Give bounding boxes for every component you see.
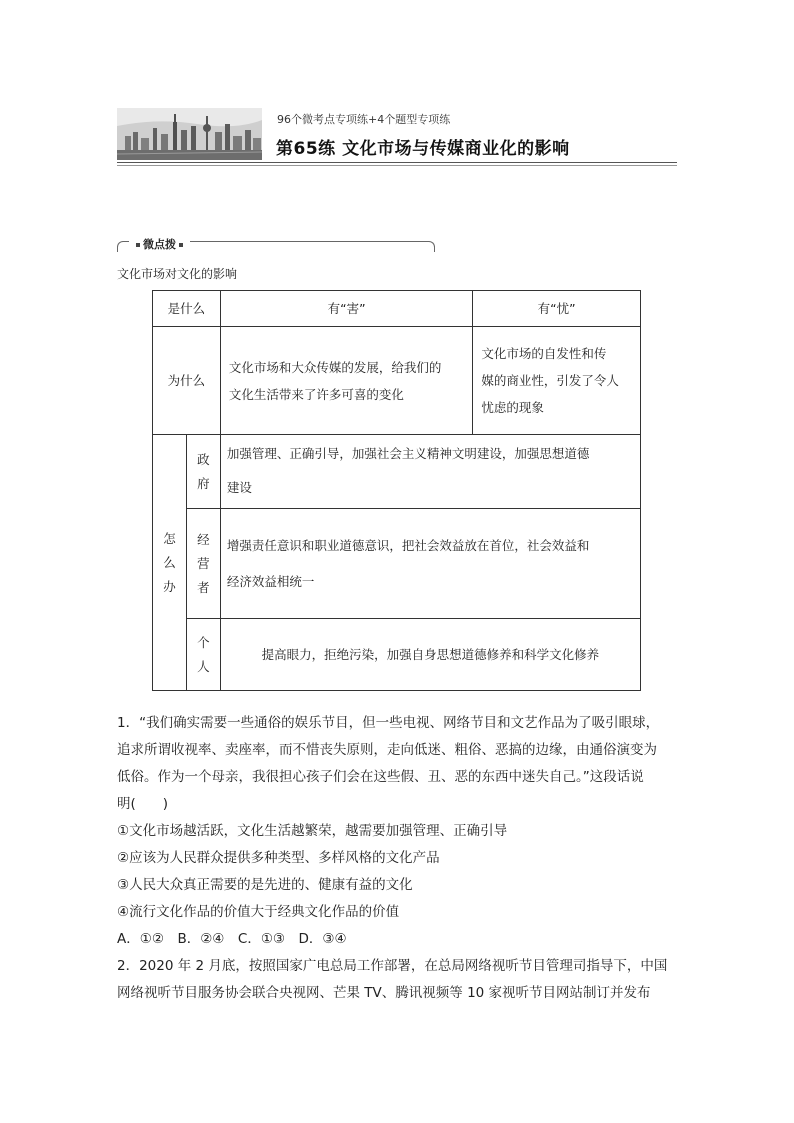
section-title: 文化市场对文化的影响 (117, 267, 238, 281)
ind-char: 人 (197, 658, 210, 674)
questions-area (117, 710, 677, 1007)
header-divider-thin (117, 165, 677, 166)
header-divider (117, 162, 677, 163)
question2-line: 网络视听节目服务协会联合央视网、芒果 TV、腾讯视频等 10 家视听节目网站制订并发布 (117, 985, 651, 1001)
operators-text-cell (220, 509, 640, 619)
row-label-operators (186, 509, 220, 619)
question1-line: 1．“我们确实需要一些通俗的娱乐节目，但一些电视、网络节目和文艺作品为了吸引眼球， (117, 715, 660, 731)
row-label-government (186, 435, 220, 509)
table-row-government (153, 435, 641, 509)
header-city-image (117, 108, 262, 160)
header-cell-harm: 有“害” (220, 291, 472, 327)
table-row-why (153, 327, 641, 435)
biz-char: 营 (197, 555, 210, 571)
how-char: 么 (163, 554, 176, 570)
why-harm-line: 文化市场和大众传媒的发展，给我们的 (228, 359, 442, 375)
why-worry-line: 文化市场的自发性和传 (481, 346, 607, 361)
tip-label-text: 微点拨 (143, 238, 176, 251)
government-text-cell (220, 435, 640, 509)
ind-char: 个 (197, 634, 210, 650)
question1-option: ①文化市场越活跃，文化生活越繁荣，越需要加强管理、正确引导 (117, 823, 508, 839)
how-char: 办 (163, 578, 176, 594)
question1-line: 追求所谓收视率、卖座率，而不惜丧失原则，走向低迷、粗俗、恶搞的边缘，由通俗演变为 (117, 742, 657, 758)
question1-line: 明( ) (117, 796, 169, 812)
government-line: 加强管理、正确引导，加强社会主义精神文明建设，加强思想道德 (226, 446, 590, 461)
why-harm-line: 文化生活带来了许多可喜的变化 (228, 386, 404, 402)
why-worry-cell (473, 327, 641, 435)
header-cell-worry: 有“忧” (473, 291, 641, 327)
how-char: 怎 (163, 530, 176, 546)
header-cell-what: 是什么 (153, 291, 221, 327)
page-title: 第65练 文化市场与传媒商业化的影响 (276, 139, 570, 159)
biz-char: 者 (197, 579, 210, 595)
question2-line: 2．2020 年 2 月底，按照国家广电总局工作部署，在总局网络视听节目管理司指导下，中国 (117, 958, 668, 974)
operators-line: 经济效益相统一 (226, 573, 315, 589)
why-harm-cell (220, 327, 472, 435)
table-row-operators (153, 509, 641, 619)
why-worry-line: 忧虑的现象 (481, 400, 544, 415)
biz-char: 经 (197, 531, 210, 547)
gov-char: 政 (197, 451, 210, 467)
row-label-individual (186, 619, 220, 691)
table-row-individual (153, 619, 641, 691)
row-label-how (153, 435, 187, 691)
gov-char: 府 (197, 475, 210, 491)
question1-option: ③人民大众真正需要的是先进的、健康有益的文化 (117, 877, 413, 893)
tip-label (129, 236, 190, 252)
tip-box (117, 236, 435, 252)
question1-line: 低俗。作为一个母亲，我很担心孩子们会在这些假、丑、恶的东西中迷失自己。”这段话说 (117, 769, 644, 785)
header-subtitle: 96个微考点专项练+4个题型专项练 (277, 113, 451, 126)
question1-option: ②应该为人民群众提供多种类型、多样风格的文化产品 (117, 850, 440, 866)
question1-choices: A．①② B．②④ C．①③ D．③④ (117, 931, 347, 947)
government-line: 建设 (226, 480, 252, 495)
question1-option: ④流行文化作品的价值大于经典文化作品的价值 (117, 904, 400, 920)
row-label-why: 为什么 (153, 327, 221, 435)
why-worry-line: 媒的商业性，引发了令人 (481, 373, 619, 388)
operators-line: 增强责任意识和职业道德意识，把社会效益放在首位，社会效益和 (226, 537, 590, 553)
individual-text-cell: 提高眼力，拒绝污染，加强自身思想道德修养和科学文化修养 (220, 619, 640, 691)
culture-market-table (152, 290, 641, 691)
table-header-row (153, 291, 641, 327)
